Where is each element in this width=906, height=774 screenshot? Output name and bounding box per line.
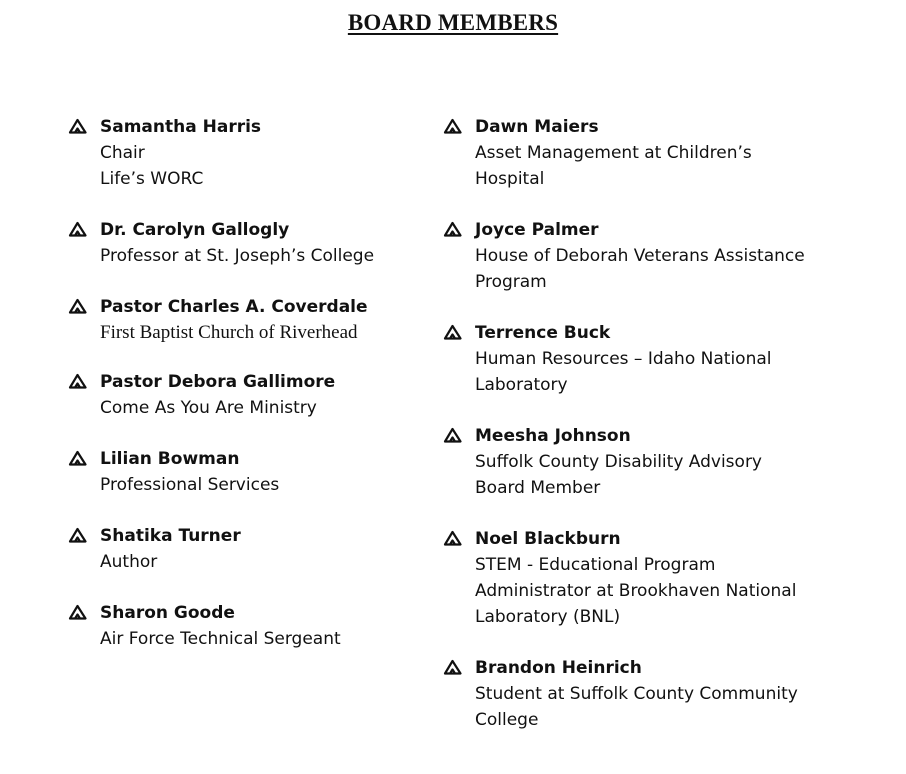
member-detail: Asset Management at Children’s <box>475 143 752 163</box>
board-member <box>68 114 428 192</box>
board-member <box>68 294 428 346</box>
member-name: Brandon Heinrich <box>475 658 642 678</box>
board-member <box>68 600 428 652</box>
triangle-bullet-icon <box>68 221 88 237</box>
board-member <box>443 423 823 501</box>
member-detail: Professional Services <box>100 475 280 495</box>
triangle-bullet-icon <box>68 604 88 620</box>
member-detail: Laboratory <box>475 375 568 395</box>
board-member <box>68 369 428 421</box>
member-detail: Laboratory (BNL) <box>475 607 621 627</box>
member-detail: Hospital <box>475 169 545 189</box>
triangle-bullet-icon <box>68 450 88 466</box>
member-name: Pastor Charles A. Coverdale <box>100 297 368 317</box>
member-detail: Author <box>100 552 158 572</box>
board-member <box>443 655 823 733</box>
member-detail: Program <box>475 272 547 292</box>
member-detail: Chair <box>100 143 145 163</box>
member-detail: Come As You Are Ministry <box>100 398 317 418</box>
board-member <box>443 114 823 192</box>
triangle-bullet-icon <box>68 118 88 134</box>
board-member <box>68 446 428 498</box>
member-detail: Life’s WORC <box>100 169 204 189</box>
board-member <box>443 526 823 630</box>
member-detail: STEM - Educational Program <box>475 555 716 575</box>
triangle-bullet-icon <box>443 427 463 443</box>
member-detail: Air Force Technical Sergeant <box>100 629 341 649</box>
triangle-bullet-icon <box>68 527 88 543</box>
member-detail: House of Deborah Veterans Assistance <box>475 246 805 266</box>
triangle-bullet-icon <box>68 373 88 389</box>
member-name: Samantha Harris <box>100 117 262 137</box>
triangle-bullet-icon <box>443 324 463 340</box>
member-detail: Student at Suffolk County Community <box>475 684 798 704</box>
member-detail: Professor at St. Joseph’s College <box>100 246 375 266</box>
member-detail: Board Member <box>475 478 601 498</box>
member-name: Pastor Debora Gallimore <box>100 372 336 392</box>
member-name: Noel Blackburn <box>475 529 621 549</box>
member-detail: First Baptist Church of Riverhead <box>100 322 358 343</box>
member-name: Dawn Maiers <box>475 117 599 137</box>
board-member <box>443 320 823 398</box>
triangle-bullet-icon <box>443 659 463 675</box>
member-name: Dr. Carolyn Gallogly <box>100 220 290 240</box>
board-member <box>443 217 823 295</box>
member-name: Joyce Palmer <box>475 220 599 240</box>
member-name: Meesha Johnson <box>475 426 631 446</box>
triangle-bullet-icon <box>443 530 463 546</box>
right-column <box>443 114 823 733</box>
member-name: Terrence Buck <box>475 323 611 343</box>
member-detail: Human Resources – Idaho National <box>475 349 772 369</box>
member-name: Lilian Bowman <box>100 449 240 469</box>
member-detail: College <box>475 710 539 730</box>
left-column <box>68 114 428 652</box>
board-member <box>68 523 428 575</box>
member-name: Sharon Goode <box>100 603 235 623</box>
triangle-bullet-icon <box>68 298 88 314</box>
page-title: BOARD MEMBERS <box>347 10 559 35</box>
member-detail: Administrator at Brookhaven National <box>475 581 797 601</box>
member-detail: Suffolk County Disability Advisory <box>475 452 762 472</box>
triangle-bullet-icon <box>443 118 463 134</box>
member-name: Shatika Turner <box>100 526 241 546</box>
board-member <box>68 217 428 269</box>
triangle-bullet-icon <box>443 221 463 237</box>
